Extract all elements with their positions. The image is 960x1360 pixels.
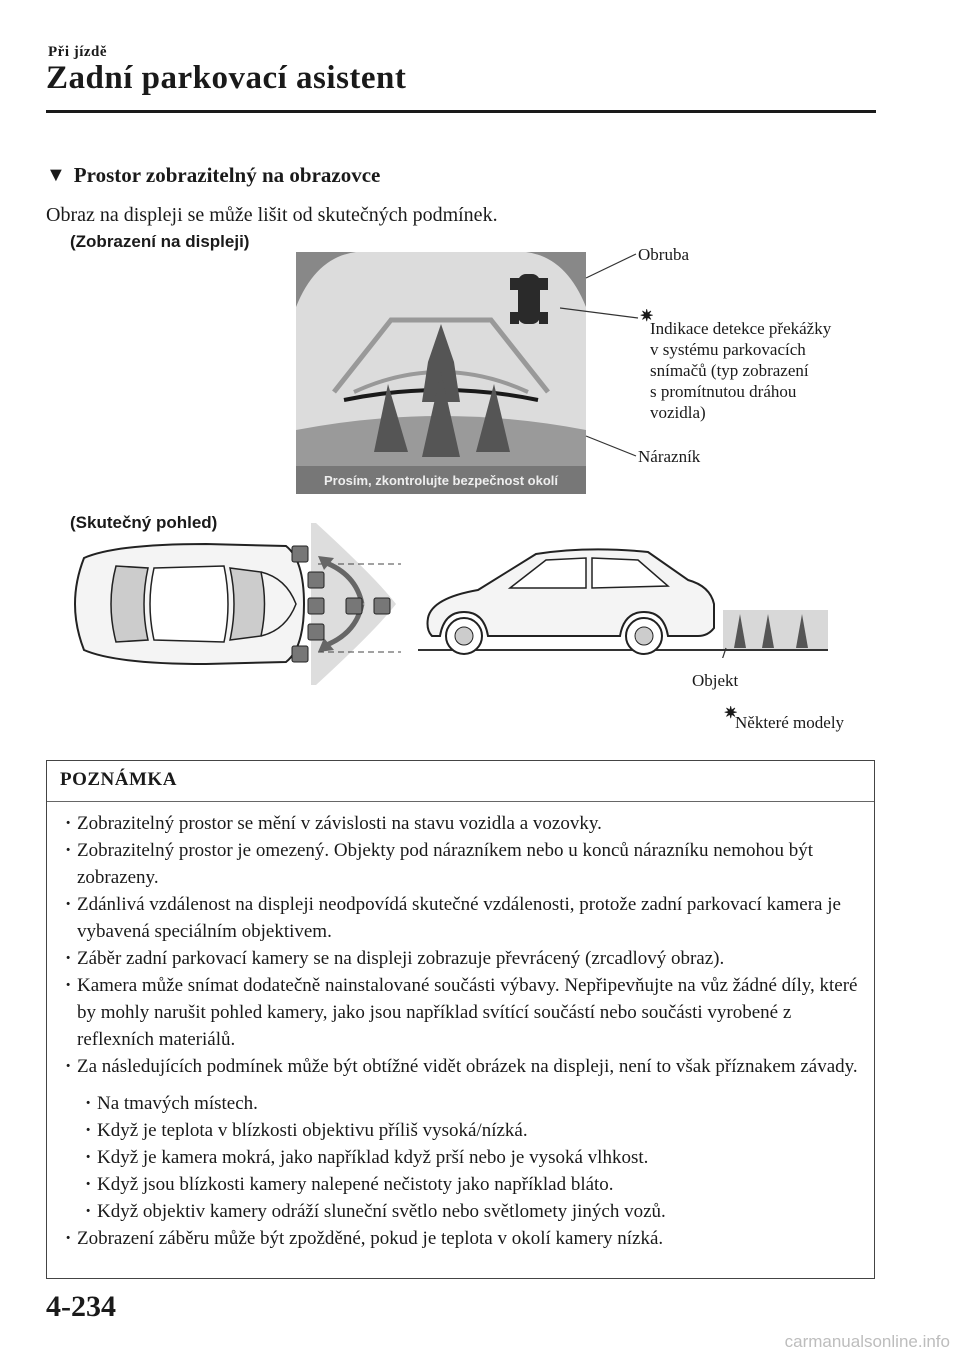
sensor-icon xyxy=(346,598,362,614)
sensor-icon xyxy=(292,646,308,662)
rear-wheel-hub xyxy=(635,627,653,645)
list-item: · Zobrazitelný prostor se mění v závislosti na stavu vozidla a vozovky. xyxy=(77,810,858,837)
sensor-indicator-segment xyxy=(539,312,548,324)
subheading xyxy=(46,163,380,188)
callout-naraznik: Nárazník xyxy=(638,447,701,466)
callout-indikace-line: s promítnutou dráhou xyxy=(650,382,797,401)
note-box xyxy=(46,760,875,1279)
car-side-view-illustration xyxy=(418,540,830,658)
display-warning-text: Prosím, zkontrolujte bezpečnost okolí xyxy=(323,473,559,488)
sensor-icon xyxy=(292,546,308,562)
callout-indikace-line: vozidla) xyxy=(650,403,706,422)
title-rule xyxy=(46,110,876,113)
triangle-down-icon: ▼ xyxy=(46,164,66,186)
leader-obruba xyxy=(586,254,636,278)
list-item: · Když je kamera mokrá, jako například když prší nebo je vysoká vlhkost. xyxy=(97,1144,858,1171)
display-view-label: (Zobrazení na displeji) xyxy=(70,232,250,251)
callout-indikace xyxy=(650,318,831,423)
sensor-icon xyxy=(308,624,324,640)
callout-indikace-line: snímačů (typ zobrazení xyxy=(650,361,809,380)
real-view-label: (Skutečný pohled) xyxy=(70,513,218,532)
list-item: · Kamera může snímat dodatečně nainstalované součásti výbavy. Nepřipevňujte na vůz žádné díly, které by mohly narušit pohled kamery, jako jsou například svítící součástí nebo součásti vyrobené z reflexních materiálů. xyxy=(77,972,858,1053)
list-item: · Zobrazení záběru může být zpožděné, pokud je teplota v okolí kamery nízká. xyxy=(77,1225,858,1252)
note-heading: POZNÁMKA xyxy=(47,761,874,802)
callout-indikace-line: Indikace detekce překážky xyxy=(650,319,832,338)
list-item: · Záběr zadní parkovací kamery se na displeji zobrazuje převrácený (zrcadlový obraz). xyxy=(77,945,858,972)
list-item: · Zobrazitelný prostor je omezený. Objekty pod nárazníkem nebo u konců nárazníku nemohou být zobrazeny. xyxy=(77,837,858,891)
sensor-icon xyxy=(374,598,390,614)
sensor-icon xyxy=(308,598,324,614)
list-item: · Když jsou blízkosti kamery nalepené nečistoty jako například bláto. xyxy=(97,1171,858,1198)
sensor-indicator-segment xyxy=(539,278,548,290)
front-wheel-hub xyxy=(455,627,473,645)
sensor-icon xyxy=(308,572,324,588)
watermark: carmanualsonline.info xyxy=(784,1332,950,1351)
list-item: · Na tmavých místech. xyxy=(97,1090,858,1117)
sensor-indicator-segment xyxy=(510,278,519,290)
intro-text: Obraz na displeji se může lišit od skutečných podmínek. xyxy=(46,204,498,226)
roof xyxy=(150,566,228,642)
list-item: · Za následujících podmínek může být obtížné vidět obrázek na displeji, není to však příznakem závady. xyxy=(77,1053,858,1080)
list-item: · Když je teplota v blízkosti objektivu příliš vysoká/nízká. xyxy=(97,1117,858,1144)
leader-indikace xyxy=(560,308,638,318)
list-item: · Když objektiv kamery odráží sluneční světlo nebo světlomety jiných vozů. xyxy=(97,1198,858,1225)
subheading-text: Prostor zobrazitelný na obrazovce xyxy=(73,163,381,187)
sensor-indicator-segment xyxy=(510,312,519,324)
note-list xyxy=(47,802,874,1252)
windshield xyxy=(111,566,148,642)
leader-naraznik xyxy=(586,436,636,456)
page-number: 4-234 xyxy=(46,1290,116,1323)
rear-window xyxy=(230,568,265,640)
asterisk-icon: ✷ xyxy=(640,308,654,325)
sensor-indicator-icon xyxy=(518,274,540,324)
callout-obruba: Obruba xyxy=(638,245,689,264)
callout-indikace-line: v systému parkovacích xyxy=(650,340,806,359)
footnote-some-models: Některé modely xyxy=(735,713,845,732)
car-top-view-illustration xyxy=(56,518,406,690)
callout-objekt: Objekt xyxy=(692,671,739,690)
page-title: Zadní parkovací asistent xyxy=(46,60,407,96)
asterisk-icon: ✷ xyxy=(724,705,738,722)
section-label: Při jízdě xyxy=(48,44,108,60)
display-view-illustration xyxy=(296,252,586,494)
list-item: · Zdánlivá vzdálenost na displeji neodpovídá skutečné vzdálenosti, protože zadní parkovací kamera je vybavená speciálním objektivem. xyxy=(77,891,858,945)
display-callout-leaders xyxy=(560,250,640,460)
